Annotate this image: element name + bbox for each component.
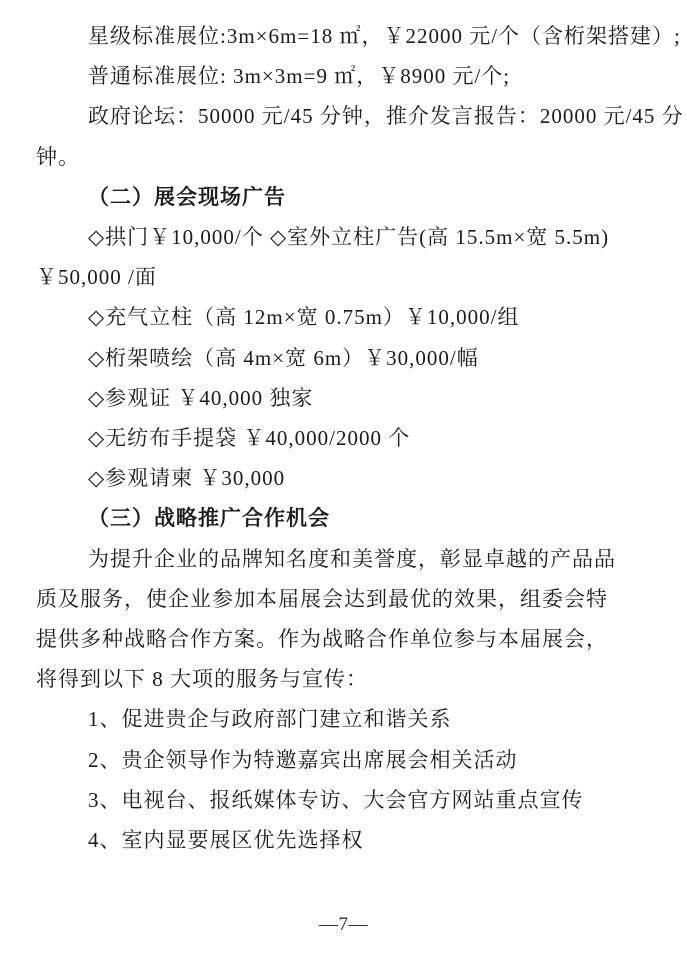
line-visitor-badge: ◇参观证 ￥40,000 独家: [88, 385, 314, 410]
line-star-booth-price: 星级标准展位:3m×6m=18 ㎡，￥22000 元/个（含桁架搭建）;: [88, 24, 681, 48]
strategy-paragraph-line3: 提供多种战略合作方案。作为战略合作单位参与本届展会，: [36, 627, 608, 652]
line-outdoor-pillar-wrap: ￥50,000 /面: [36, 265, 157, 290]
page-number: —7—: [319, 914, 368, 935]
benefit-item-4: 4、室内显要展区优先选择权: [88, 828, 364, 853]
line-arch-and-outdoor-pillar: ◇拱门￥10,000/个 ◇室外立柱广告(高 15.5m×宽 5.5m): [88, 225, 610, 250]
strategy-paragraph-line1: 为提升企业的品牌知名度和美誉度，彰显卓越的产品品: [88, 546, 616, 571]
line-nonwoven-bag: ◇无纺布手提袋 ￥40,000/2000 个: [88, 426, 411, 451]
line-inflatable-column: ◇充气立柱（高 12m×宽 0.75m）￥10,000/组: [88, 305, 520, 330]
strategy-paragraph-line2: 质及服务，使企业参加本届展会达到最优的效果，组委会特: [36, 586, 608, 611]
line-invitation-card: ◇参观请柬 ￥30,000: [88, 466, 286, 491]
line-truss-print: ◇桁架喷绘（高 4m×宽 6m）￥30,000/幅: [88, 345, 479, 370]
heading-strategy-cooperation: （三）战略推广合作机会: [88, 506, 330, 531]
line-standard-booth-price: 普通标准展位: 3m×3m=9 ㎡，￥8900 元/个;: [88, 64, 511, 89]
benefit-item-2: 2、贵企领导作为特邀嘉宾出席展会相关活动: [88, 747, 518, 772]
heading-onsite-ads: （二）展会现场广告: [88, 184, 286, 209]
strategy-paragraph-line4: 将得到以下 8 大项的服务与宣传：: [36, 667, 368, 692]
line-government-forum-wrap: 钟。: [36, 144, 80, 169]
line-government-forum-price: 政府论坛：50000 元/45 分钟，推介发言报告：20000 元/45 分: [88, 104, 684, 129]
benefit-item-3: 3、电视台、报纸媒体专访、大会官方网站重点宣传: [88, 787, 584, 812]
benefit-item-1: 1、促进贵企与政府部门建立和谐关系: [88, 707, 452, 732]
document-body: [36, 16, 684, 860]
